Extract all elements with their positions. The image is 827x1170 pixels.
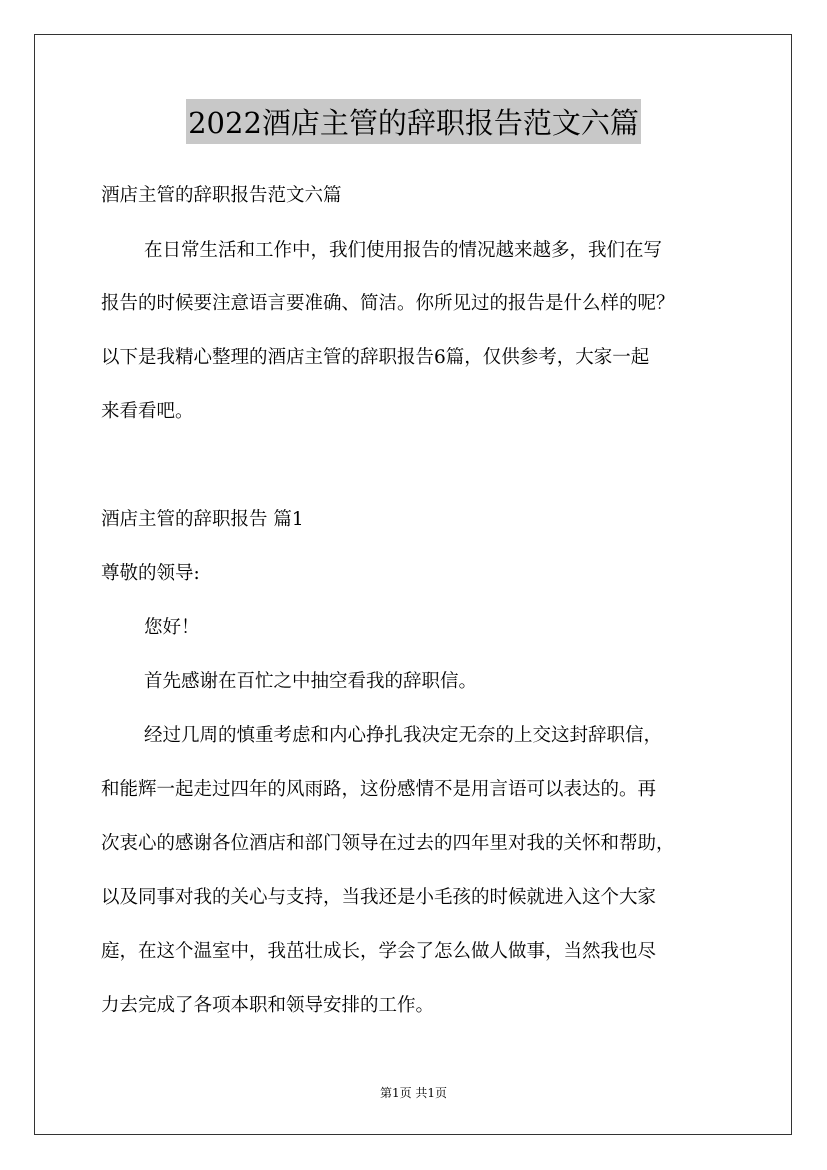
salutation: 尊敬的领导:: [101, 563, 200, 584]
page-number-footer: 第1页 共1页: [379, 1086, 448, 1100]
paragraph-2-line: 经过几周的慎重考虑和内心挣扎我决定无奈的上交这封辞职信，: [144, 725, 663, 746]
paragraph-1: 首先感谢在百忙之中抽空看我的辞职信。: [144, 671, 478, 692]
document-title: 2022酒店主管的辞职报告范文六篇: [186, 99, 641, 144]
paragraph-2-line: 以及同事对我的关心与支持，当我还是小毛孩的时候就进入这个大家: [101, 887, 657, 908]
paragraph-2-line: 次衷心的感谢各位酒店和部门领导在过去的四年里对我的关怀和帮助，: [101, 833, 675, 854]
paragraph-2-line: 和能辉一起走过四年的风雨路，这份感情不是用言语可以表达的。再: [101, 779, 657, 800]
intro-line: 在日常生活和工作中，我们使用报告的情况越来越多，我们在写: [144, 240, 663, 261]
title-container: [0, 99, 827, 144]
section-heading: 酒店主管的辞职报告 篇1: [101, 509, 304, 530]
greeting: 您好！: [144, 617, 200, 638]
paragraph-2-line: 庭，在这个温室中，我茁壮成长，学会了怎么做人做事，当然我也尽: [101, 941, 657, 962]
intro-line: 以下是我精心整理的酒店主管的辞职报告6篇，仅供参考，大家一起: [101, 347, 650, 368]
intro-line: 来看看吧。: [101, 401, 194, 422]
paragraph-2-line: 力去完成了各项本职和领导安排的工作。: [101, 995, 435, 1016]
subtitle: 酒店主管的辞职报告范文六篇: [101, 185, 342, 206]
intro-line: 报告的时候要注意语言要准确、简洁。你所见过的报告是什么样的呢？: [101, 293, 675, 314]
